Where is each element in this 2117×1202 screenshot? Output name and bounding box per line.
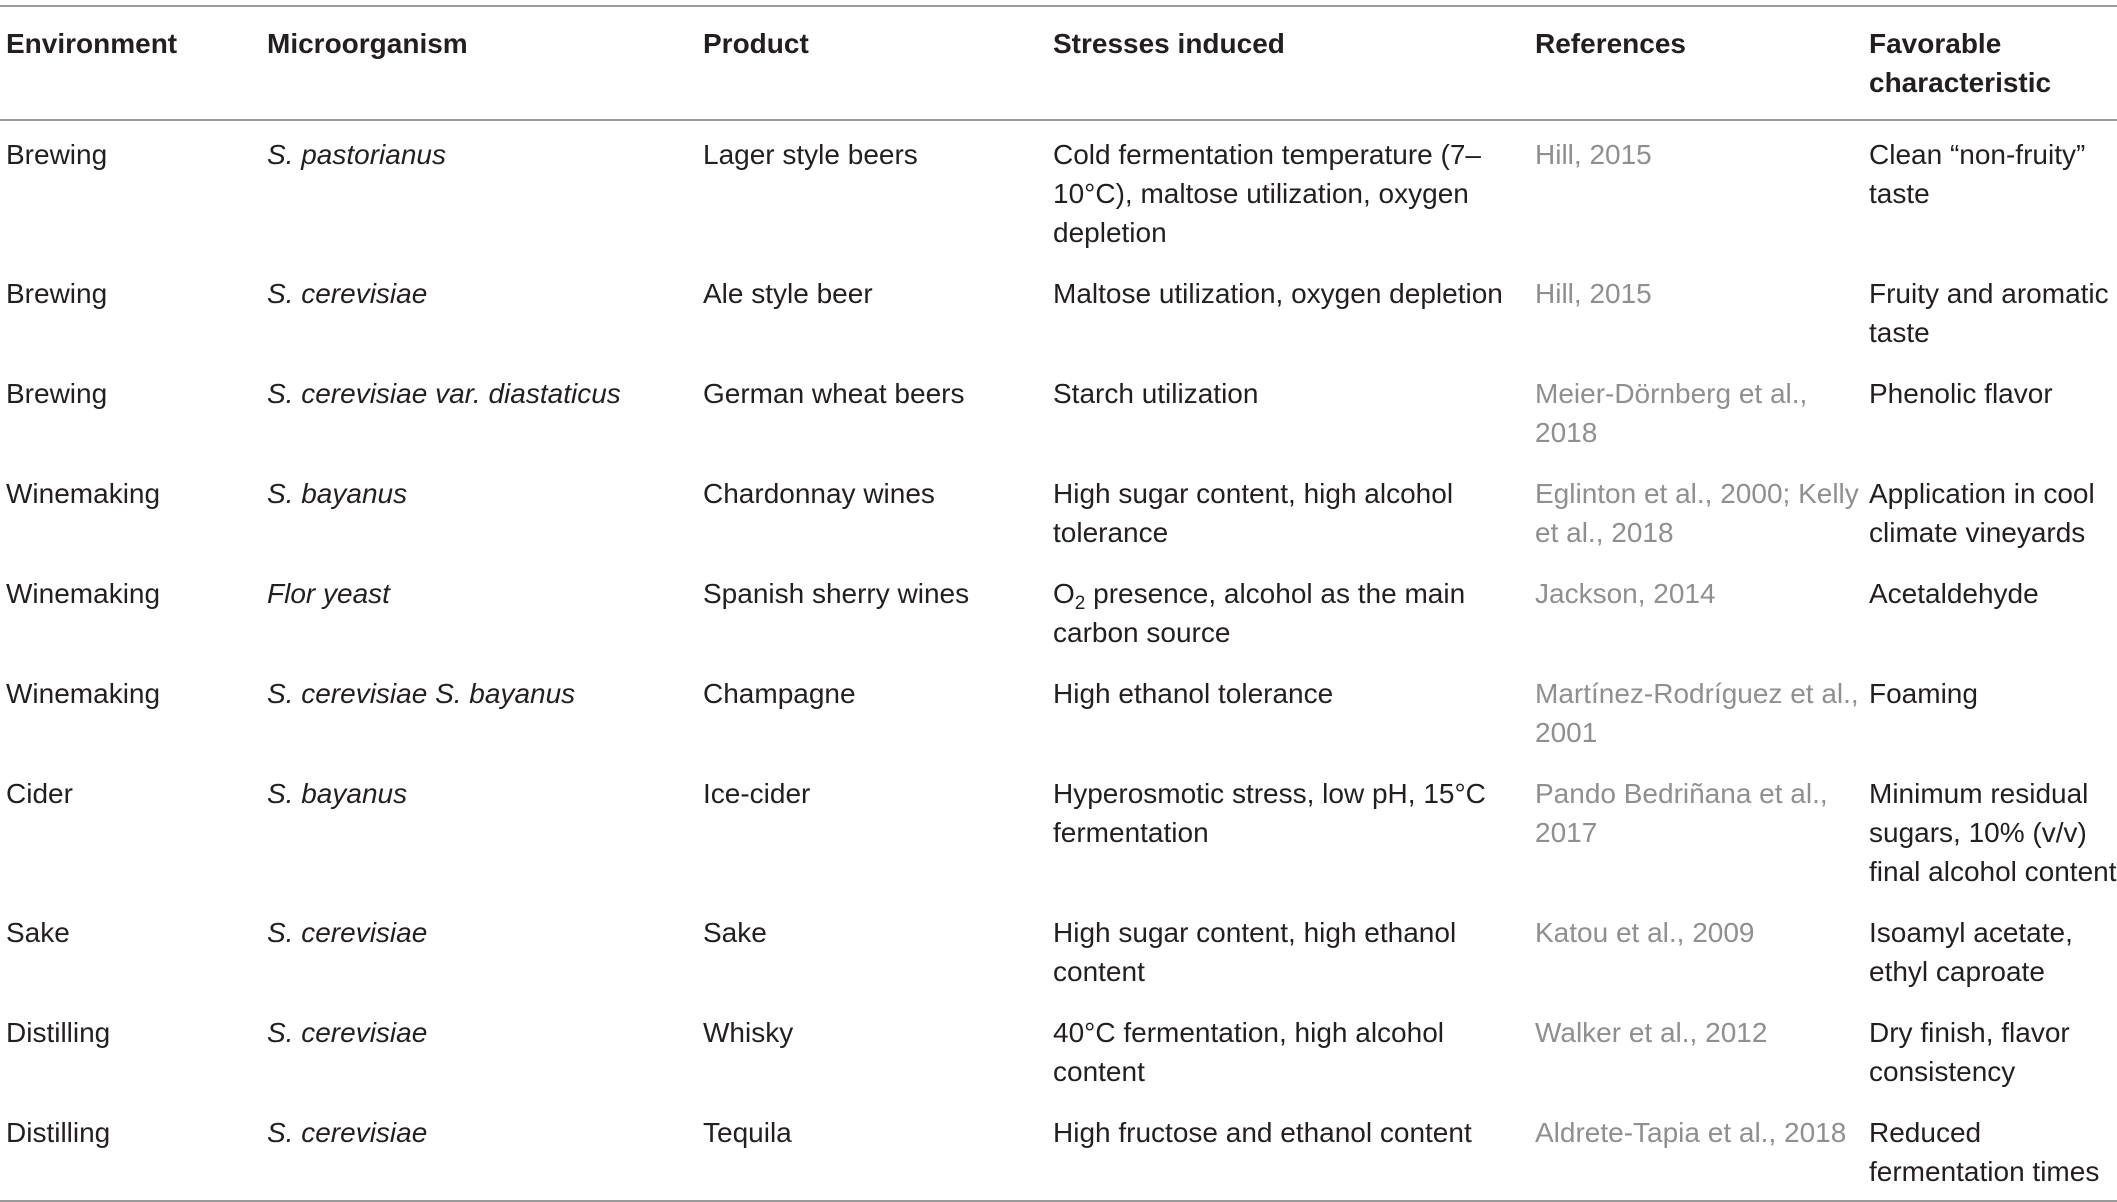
table-header [0, 6, 2117, 120]
cell-stresses: High fructose and ethanol content [1053, 1117, 1472, 1148]
cell-favorable: Dry finish, flavor consistency [1869, 1017, 2070, 1087]
reference-link[interactable]: Martínez-Rodríguez et al., 2001 [1535, 678, 1859, 748]
table-row [0, 261, 2117, 361]
cell-microorganism: S. bayanus [267, 778, 408, 809]
stresses-rest: presence, alcohol as the main carbon source [1053, 578, 1466, 648]
header-references: References [1535, 28, 1686, 59]
table-row [0, 361, 2117, 461]
cell-environment: Brewing [6, 139, 108, 170]
cell-environment: Cider [6, 778, 73, 809]
header-environment: Environment [6, 28, 178, 59]
cell-microorganism: S. cerevisiae [267, 278, 428, 309]
cell-stresses: Starch utilization [1053, 378, 1259, 409]
table-row [0, 900, 2117, 1000]
reference-link[interactable]: Walker et al., 2012 [1535, 1017, 1768, 1048]
reference-link[interactable]: Katou et al., 2009 [1535, 917, 1755, 948]
table-row [0, 1100, 2117, 1201]
cell-product: Spanish sherry wines [703, 578, 970, 609]
reference-link[interactable]: Jackson, 2014 [1535, 578, 1716, 609]
cell-product: Sake [703, 917, 767, 948]
reference-link[interactable]: Meier-Dörnberg et al., 2018 [1535, 378, 1808, 448]
stresses-subscript: 2 [1074, 593, 1086, 614]
table-row [0, 661, 2117, 761]
table-row [0, 1000, 2117, 1100]
cell-favorable: Application in cool climate vineyards [1869, 478, 2095, 548]
cell-microorganism: S. cerevisiae [267, 1017, 428, 1048]
cell-product: Ice-cider [703, 778, 811, 809]
cell-microorganism: S. cerevisiae [267, 1117, 428, 1148]
cell-favorable: Fruity and aromatic taste [1869, 278, 2109, 348]
header-microorganism: Microorganism [267, 28, 468, 59]
table-row [0, 561, 2117, 661]
cell-stresses [1047, 561, 1529, 661]
header-favorable: Favorable characteristic [1869, 28, 2052, 98]
cell-favorable: Clean “non-fruity” taste [1869, 139, 2086, 209]
cell-environment: Distilling [6, 1117, 111, 1148]
stresses-prefix: O [1053, 578, 1075, 609]
table-row [0, 461, 2117, 561]
cell-stresses: Maltose utilization, oxygen depletion [1053, 278, 1503, 309]
cell-microorganism: S. cerevisiae S. bayanus [267, 678, 576, 709]
yeast-stress-table [0, 5, 2117, 1202]
cell-microorganism: S. cerevisiae [267, 917, 428, 948]
cell-environment: Winemaking [6, 578, 161, 609]
cell-microorganism: Flor yeast [267, 578, 390, 609]
reference-link[interactable]: Hill, 2015 [1535, 139, 1652, 170]
cell-environment: Distilling [6, 1017, 111, 1048]
cell-favorable: Minimum residual sugars, 10% (v/v) final alcohol content [1869, 778, 2117, 887]
table-row [0, 120, 2117, 261]
table-row [0, 761, 2117, 900]
cell-product: Chardonnay wines [703, 478, 935, 509]
cell-favorable: Phenolic flavor [1869, 378, 2053, 409]
cell-stresses: Cold fermentation temperature (7–10°C), maltose utilization, oxygen depletion [1053, 139, 1481, 248]
cell-product: Whisky [703, 1017, 794, 1048]
cell-stresses: High sugar content, high alcohol tolerance [1053, 478, 1454, 548]
cell-microorganism: S. pastorianus [267, 139, 446, 170]
cell-product: Tequila [703, 1117, 792, 1148]
cell-product: Lager style beers [703, 139, 918, 170]
cell-microorganism: S. cerevisiae var. diastaticus [267, 378, 621, 409]
cell-stresses: Hyperosmotic stress, low pH, 15°C fermentation [1053, 778, 1486, 848]
reference-link[interactable]: Pando Bedriñana et al., 2017 [1535, 778, 1828, 848]
cell-environment: Brewing [6, 278, 108, 309]
table-body [0, 120, 2117, 1201]
cell-stresses: High sugar content, high ethanol content [1053, 917, 1457, 987]
cell-microorganism: S. bayanus [267, 478, 408, 509]
cell-environment: Brewing [6, 378, 108, 409]
cell-product: German wheat beers [703, 378, 965, 409]
cell-favorable: Isoamyl acetate, ethyl caproate [1869, 917, 2073, 987]
cell-product: Champagne [703, 678, 856, 709]
cell-favorable: Foaming [1869, 678, 1978, 709]
cell-stresses: High ethanol tolerance [1053, 678, 1334, 709]
cell-favorable: Reduced fermentation times [1869, 1117, 2100, 1187]
header-row [0, 6, 2117, 120]
cell-environment: Sake [6, 917, 70, 948]
cell-product: Ale style beer [703, 278, 873, 309]
header-product: Product [703, 28, 809, 59]
cell-environment: Winemaking [6, 478, 161, 509]
reference-link[interactable]: Hill, 2015 [1535, 278, 1652, 309]
header-stresses: Stresses induced [1053, 28, 1285, 59]
reference-link[interactable]: Aldrete-Tapia et al., 2018 [1535, 1117, 1847, 1148]
cell-environment: Winemaking [6, 678, 161, 709]
cell-favorable: Acetaldehyde [1869, 578, 2039, 609]
reference-link[interactable]: Eglinton et al., 2000; Kelly et al., 2018 [1535, 478, 1859, 548]
cell-stresses: 40°C fermentation, high alcohol content [1053, 1017, 1444, 1087]
